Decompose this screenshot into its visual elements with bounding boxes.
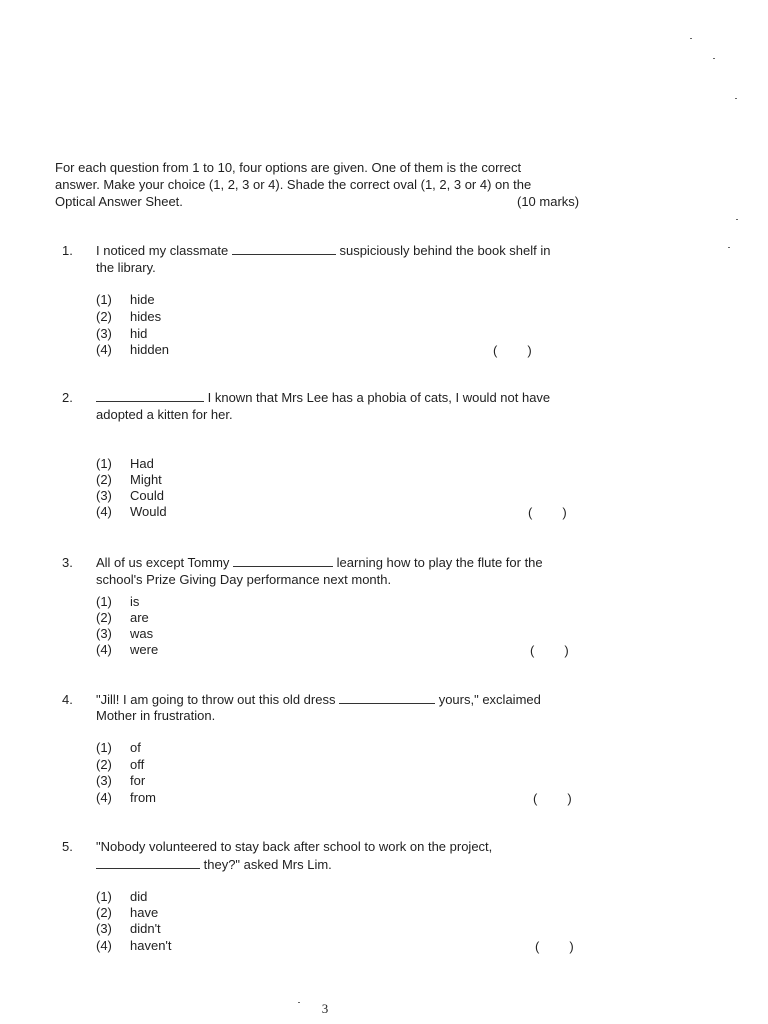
scan-speck xyxy=(690,38,692,39)
question-3-number: 3. xyxy=(62,555,73,570)
instructions-line-1: For each question from 1 to 10, four options are given. One of them is the correct xyxy=(55,160,522,175)
question-2-answer-box[interactable]: ( ) xyxy=(528,505,567,520)
question-5-number: 5. xyxy=(62,839,73,854)
question-4-blank xyxy=(339,691,435,704)
question-4-stem xyxy=(96,691,541,708)
question-2-option-3: (3) Could xyxy=(96,488,164,503)
question-2-option-1: (1) Had xyxy=(96,456,154,471)
question-2-option-2: (2) Might xyxy=(96,472,162,487)
question-4-text-after: yours," exclaimed xyxy=(438,692,541,707)
scan-speck xyxy=(735,98,737,99)
question-1-blank xyxy=(232,242,336,255)
question-3-blank xyxy=(233,554,333,567)
question-1-stem xyxy=(96,242,551,259)
question-1-number: 1. xyxy=(62,243,73,258)
question-3-answer-box[interactable]: ( ) xyxy=(530,643,569,658)
question-3-text-before: All of us except Tommy xyxy=(96,555,230,570)
page-number: 3 xyxy=(321,1001,329,1016)
question-5-text-before: "Nobody volunteered to stay back after school to work on the project, xyxy=(96,839,493,854)
question-1-option-2: (2) hides xyxy=(96,309,162,324)
instructions-line-3: Optical Answer Sheet. xyxy=(55,194,183,209)
scan-speck xyxy=(713,58,715,59)
question-5-option-1: (1) did xyxy=(96,889,148,904)
question-2-stem xyxy=(96,389,550,406)
question-1-option-1: (1) hide xyxy=(96,292,155,307)
question-1-option-4: (4) hidden xyxy=(96,342,170,357)
question-5-option-4: (4) haven't xyxy=(96,938,172,953)
question-1-answer-box[interactable]: ( ) xyxy=(493,343,532,358)
question-2-line-2: adopted a kitten for her. xyxy=(96,407,233,422)
question-1-text-after: suspiciously behind the book shelf in xyxy=(339,243,551,258)
question-5-answer-box[interactable]: ( ) xyxy=(535,939,574,954)
scan-speck xyxy=(736,219,738,220)
question-4-option-1: (1) of xyxy=(96,740,141,755)
question-3-option-4: (4) were xyxy=(96,642,159,657)
question-4-option-3: (3) for xyxy=(96,773,146,788)
question-3-line-2: school's Prize Giving Day performance next month. xyxy=(96,572,392,587)
question-3-stem xyxy=(96,554,543,571)
question-5-blank xyxy=(96,856,200,869)
question-4-option-2: (2) off xyxy=(96,757,145,772)
question-4-text-before: "Jill! I am going to throw out this old dress xyxy=(96,692,336,707)
question-5-line-2-wrap xyxy=(96,856,332,873)
question-3-option-3: (3) was xyxy=(96,626,154,641)
question-2-text-after: I known that Mrs Lee has a phobia of cats, I would not have xyxy=(207,390,551,405)
question-5-option-2: (2) have xyxy=(96,905,159,920)
question-1-text-before: I noticed my classmate xyxy=(96,243,229,258)
question-2-number: 2. xyxy=(62,390,73,405)
question-5-option-3: (3) didn't xyxy=(96,921,161,936)
question-4-answer-box[interactable]: ( ) xyxy=(533,791,572,806)
question-3-option-1: (1) is xyxy=(96,594,140,609)
question-2-option-4: (4) Would xyxy=(96,504,167,519)
question-1-option-3: (3) hid xyxy=(96,326,148,341)
scan-speck xyxy=(298,1002,300,1003)
question-4-option-4: (4) from xyxy=(96,790,156,805)
question-3-option-2: (2) are xyxy=(96,610,149,625)
question-4-number: 4. xyxy=(62,692,73,707)
question-3-text-after: learning how to play the flute for the xyxy=(336,555,543,570)
question-4-line-2: Mother in frustration. xyxy=(96,708,216,723)
question-2-blank xyxy=(96,389,204,402)
instructions-line-2: answer. Make your choice (1, 2, 3 or 4). Shade the correct oval (1, 2, 3 or 4) on the xyxy=(55,177,532,192)
total-marks: (10 marks) xyxy=(517,194,580,209)
question-1-line-2: the library. xyxy=(96,260,156,275)
question-5-line-2: they?" asked Mrs Lim. xyxy=(203,857,332,872)
scan-speck xyxy=(728,247,730,248)
